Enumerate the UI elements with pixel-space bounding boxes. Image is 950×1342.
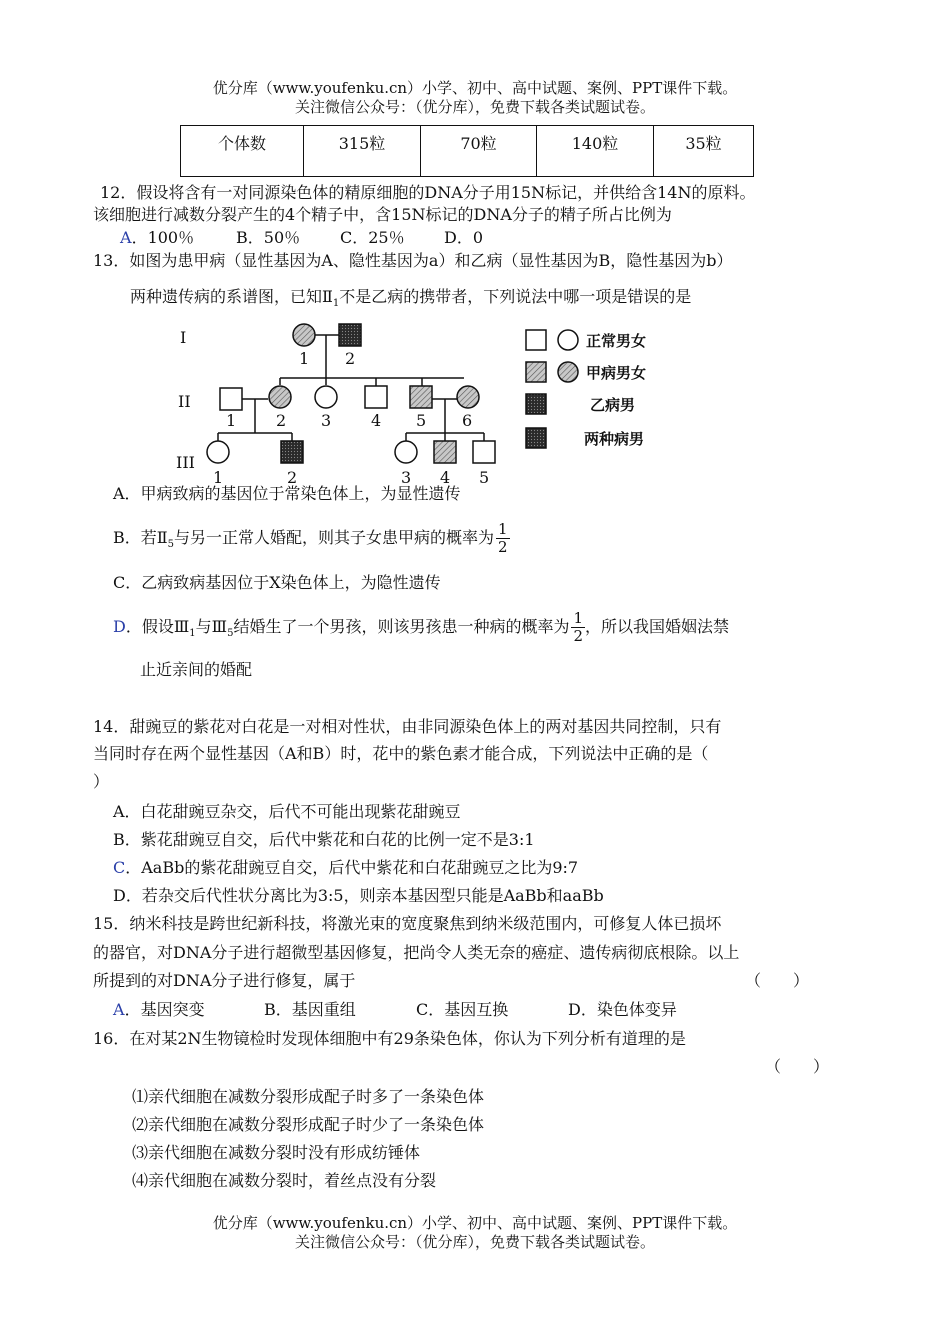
pedigree-ii2-affected-female <box>269 386 291 408</box>
q13-option-d-text: ，所以我国婚姻法禁 <box>585 617 730 636</box>
q12-answer-letter: A <box>120 228 132 247</box>
table-cell: 70粒 <box>421 126 537 177</box>
q13-option-c: C．乙病致病基因位于X染色体上，为隐性遗传 <box>113 573 441 592</box>
fraction-denominator: 2 <box>498 538 508 556</box>
label-i1: 1 <box>299 349 310 368</box>
q15-line3: 所提到的对DNA分子进行修复，属于 <box>93 971 356 990</box>
q13-option-b-text: B．若Ⅱ <box>113 528 168 547</box>
pedigree-diagram <box>170 318 680 490</box>
label-ii2: 2 <box>276 411 287 430</box>
legend-a-male-icon <box>526 362 546 382</box>
q15-line1: 15．纳米科技是跨世纪新科技，将激光束的宽度聚焦到纳米级范围内，可修复人体已损坏 <box>93 914 722 933</box>
q16-item-2: ⑵亲代细胞在减数分裂形成配子时少了一条染色体 <box>132 1115 485 1134</box>
gen-label-iii: III <box>176 453 195 472</box>
q12-option-d: D．0 <box>444 228 484 247</box>
page-header-line2: 关注微信公众号：（优分库），免费下载各类试题试卷。 <box>294 98 655 116</box>
page-footer-line2: 关注微信公众号：（优分库），免费下载各类试题试卷。 <box>294 1233 655 1251</box>
q13-option-d <box>113 605 729 656</box>
q12-option-c: C．25％ <box>340 228 405 247</box>
q16-item-1: ⑴亲代细胞在减数分裂形成配子时多了一条染色体 <box>132 1087 485 1106</box>
table-cell: 35粒 <box>654 126 754 177</box>
q12-line1: 12．假设将含有一对同源染色体的精原细胞的DNA分子用15N标记，并供给含14N的原料。 <box>100 183 756 202</box>
q13-option-d-line2: 止近亲间的婚配 <box>140 660 253 679</box>
label-iii5: 5 <box>479 468 490 487</box>
q15-answer-letter: A <box>113 1000 125 1019</box>
q15-answer-paren: （ ） <box>745 971 810 990</box>
q13-line2 <box>130 286 691 315</box>
table-cell: 个体数 <box>181 126 304 177</box>
q13-option-a: A．甲病致病的基因位于常染色体上，为显性遗传 <box>113 484 461 503</box>
q15-option-a-text: ．基因突变 <box>124 1000 205 1019</box>
q13-option-b-sub: 5 <box>167 539 175 551</box>
q14-line1: 14．甜豌豆的紫花对白花是一对相对性状，由非同源染色体上的两对基因共同控制，只有 <box>93 717 722 736</box>
gen-label-i: I <box>180 328 187 347</box>
pedigree-ii4-normal-male <box>365 386 387 408</box>
table-row <box>181 126 754 177</box>
page-header-line1: 优分库（www.youfenku.cn）小学、初中、高中试题、案例、PPT课件下载。 <box>212 79 738 97</box>
q16-answer-paren: （ ） <box>765 1057 830 1076</box>
label-iii4: 4 <box>440 468 451 487</box>
pedigree-i2-both-disease-male <box>339 324 361 346</box>
q14-option-c-text: ．AaBb的紫花甜豌豆自交，后代中紫花和白花甜豌豆之比为9:7 <box>125 858 579 877</box>
q15-option-d: D．染色体变异 <box>568 1000 677 1019</box>
label-i2: 2 <box>345 349 356 368</box>
q12-line2: 该细胞进行减数分裂产生的4个精子中，含15N标记的DNA分子的精子所占比例为 <box>93 205 672 224</box>
label-ii6: 6 <box>462 411 473 430</box>
label-ii5: 5 <box>416 411 427 430</box>
q14-option-c <box>113 857 578 879</box>
q14-option-a: A．白花甜豌豆杂交，后代不可能出现紫花甜豌豆 <box>113 802 461 821</box>
pedigree-ii3-normal-female <box>315 386 337 408</box>
label-iii2: 2 <box>287 468 298 487</box>
q14-line2: 当同时存在两个显性基因（A和B）时，花中的紫色素才能合成，下列说法中正确的是（ <box>93 744 709 763</box>
q13-line2-text: 两种遗传病的系谱图，已知Ⅱ <box>130 287 333 306</box>
q13-option-b-text: 与另一正常人婚配，则其子女患甲病的概率为 <box>174 528 495 547</box>
count-table <box>180 125 754 177</box>
q13-line2-sub: 1 <box>332 298 340 310</box>
q13-option-d-fraction <box>571 610 585 645</box>
q12-option-b: B．50％ <box>236 228 301 247</box>
q15-option-b: B．基因重组 <box>264 1000 356 1019</box>
fraction-numerator: 1 <box>573 609 584 627</box>
q12-option-a-text: ．100％ <box>131 228 195 247</box>
legend-a-label: 甲病男女 <box>586 364 647 382</box>
pedigree-iii4-affected-male <box>434 441 456 463</box>
q13-option-b <box>113 516 510 567</box>
q16-item-3: ⑶亲代细胞在减数分裂时没有形成纺锤体 <box>132 1143 421 1162</box>
label-ii3: 3 <box>321 411 332 430</box>
q13-option-d-sub: 1 <box>189 628 196 640</box>
label-iii1: 1 <box>213 468 224 487</box>
q13-line1: 13．如图为患甲病（显性基因为A、隐性基因为a）和乙病（显性基因为B，隐性基因为b） <box>93 251 733 270</box>
label-ii1: 1 <box>226 411 237 430</box>
pedigree-ii1-normal-male <box>220 388 242 410</box>
legend-normal-label: 正常男女 <box>586 332 647 350</box>
q14-option-d: D．若杂交后代性状分离比为3:5，则亲本基因型只能是AaBb和aaBb <box>113 886 604 905</box>
q13-option-b-fraction <box>496 521 510 556</box>
q15-line2: 的器官，对DNA分子进行超微型基因修复，把尚令人类无奈的癌症、遗传病彻底根除。以上 <box>93 943 740 962</box>
pedigree-iii2-disease-b-male <box>281 441 303 463</box>
gen-label-ii: II <box>178 392 191 411</box>
pedigree-ii5-affected-male <box>410 386 432 408</box>
pedigree-i1-affected-female <box>293 324 315 346</box>
legend-b-label: 乙病男 <box>590 396 636 414</box>
q13-option-d-text: 结婚生了一个男孩，则该男孩患一种病的概率为 <box>233 617 570 636</box>
legend-a-female-icon <box>558 362 578 382</box>
fraction-denominator: 2 <box>573 627 584 645</box>
q13-option-d-text: ．假设Ⅲ <box>125 617 190 636</box>
table-cell: 140粒 <box>537 126 654 177</box>
q12-option-a <box>120 227 194 249</box>
q16-item-4: ⑷亲代细胞在减数分裂时，着丝点没有分裂 <box>132 1171 437 1190</box>
q13-option-d-text: 与Ⅲ <box>195 617 228 636</box>
label-ii4: 4 <box>371 411 382 430</box>
q13-answer-letter: D <box>113 617 126 636</box>
q13-line2-text: 不是乙病的携带者，下列说法中哪一项是错误的是 <box>339 287 692 306</box>
legend-normal-female-icon <box>558 330 578 350</box>
q14-line3: ） <box>93 772 110 791</box>
legend-both-label: 两种病男 <box>584 430 645 448</box>
fraction-numerator: 1 <box>498 520 508 538</box>
page-footer-line1: 优分库（www.youfenku.cn）小学、初中、高中试题、案例、PPT课件下载。 <box>212 1214 738 1232</box>
q13-option-d-sub: 5 <box>227 628 234 640</box>
table-cell: 315粒 <box>304 126 421 177</box>
q14-option-b: B．紫花甜豌豆自交，后代中紫花和白花的比例一定不是3:1 <box>113 830 535 849</box>
legend-normal-male-icon <box>526 330 546 350</box>
pedigree-iii5-normal-male <box>473 441 495 463</box>
pedigree-iii3-normal-female <box>395 441 417 463</box>
pedigree-ii6-affected-female <box>457 386 479 408</box>
q15-option-c: C．基因互换 <box>416 1000 509 1019</box>
legend-both-male-icon <box>526 428 546 448</box>
label-iii3: 3 <box>401 468 412 487</box>
q15-option-a <box>113 999 205 1021</box>
q16-line1: 16．在对某2N生物镜检时发现体细胞中有29条染色体，你认为下列分析有道理的是 <box>93 1029 686 1048</box>
legend-b-male-icon <box>526 394 546 414</box>
q14-answer-letter: C <box>113 858 126 877</box>
pedigree-iii1-normal-female <box>207 441 229 463</box>
